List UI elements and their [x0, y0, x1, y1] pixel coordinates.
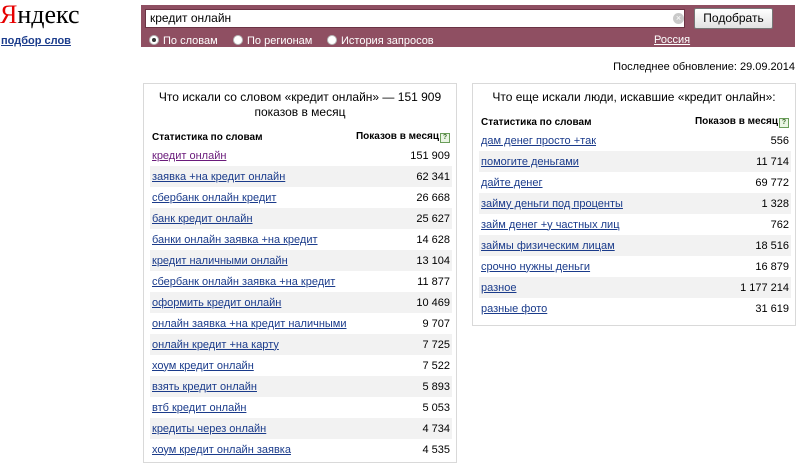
phrase-cell — [479, 151, 666, 172]
phrase-link[interactable]: взять кредит онлайн — [152, 380, 257, 393]
table-row — [150, 376, 452, 397]
count-cell: 556 — [770, 134, 789, 147]
phrase-cell — [150, 313, 352, 334]
phrase-link[interactable]: займу деньги под проценты — [481, 197, 623, 210]
help-icon[interactable]: ? — [779, 118, 789, 128]
count-cell: 9 707 — [422, 317, 450, 330]
phrase-link[interactable]: разное — [481, 281, 517, 294]
phrase-link[interactable]: помогите деньгами — [481, 155, 579, 168]
phrase-cell — [150, 208, 352, 229]
phrase-cell — [479, 298, 666, 319]
phrase-link[interactable]: хоум кредит онлайн — [152, 359, 254, 372]
phrase-cell — [150, 355, 352, 376]
phrase-link[interactable]: банк кредит онлайн — [152, 212, 253, 225]
count-cell: 1 177 214 — [666, 277, 791, 298]
phrase-link[interactable]: займы физическим лицам — [481, 239, 615, 252]
col-phrase-header: Статистика по словам — [152, 131, 263, 143]
phrase-cell — [479, 214, 666, 235]
count-cell: 7 725 — [352, 334, 452, 355]
radio-by-words[interactable] — [149, 35, 218, 47]
logo-rest: ндекс — [17, 0, 80, 29]
count-cell: 69 772 — [755, 176, 789, 189]
table-row — [150, 271, 452, 292]
yandex-logo[interactable] — [0, 0, 80, 30]
count-cell: 16 879 — [755, 260, 789, 273]
submit-button[interactable]: Подобрать — [694, 8, 773, 29]
phrase-link[interactable]: втб кредит онлайн — [152, 401, 247, 414]
phrase-cell — [150, 418, 352, 439]
table-row — [479, 235, 791, 256]
phrase-link[interactable]: сбербанк онлайн заявка +на кредит — [152, 275, 336, 288]
phrase-cell — [150, 187, 352, 208]
col-count-header — [352, 129, 452, 145]
phrase-cell — [479, 277, 666, 298]
phrase-cell — [150, 334, 352, 355]
last-updated: Последнее обновление: 29.09.2014 — [613, 61, 795, 73]
count-cell: 5 893 — [352, 376, 452, 397]
count-cell: 14 628 — [416, 233, 450, 246]
phrase-cell — [150, 376, 352, 397]
col-count-label: Показов в месяц — [694, 116, 778, 127]
phrase-link[interactable]: кредит наличными онлайн — [152, 254, 288, 267]
radio-dot — [149, 35, 159, 45]
wordstat-link[interactable]: подбор слов — [1, 35, 71, 47]
phrase-cell — [150, 250, 352, 271]
radio-by-regions[interactable] — [233, 35, 312, 47]
left-panel — [143, 83, 457, 463]
count-cell: 62 341 — [352, 166, 452, 187]
phrase-link[interactable]: сбербанк онлайн кредит — [152, 191, 277, 204]
phrase-link[interactable]: разные фото — [481, 302, 548, 315]
right-stats-table — [479, 114, 791, 319]
phrase-link[interactable]: оформить кредит онлайн — [152, 296, 282, 309]
table-row — [479, 151, 791, 172]
phrase-link[interactable]: заявка +на кредит онлайн — [152, 170, 286, 183]
phrase-link[interactable]: займ денег +у частных лиц — [481, 218, 620, 231]
count-cell: 7 522 — [422, 359, 450, 372]
count-cell: 18 516 — [666, 235, 791, 256]
phrase-cell — [150, 145, 352, 166]
table-row — [479, 256, 791, 277]
radio-dot — [327, 35, 337, 45]
phrase-cell — [479, 172, 666, 193]
col-count-label: Показов в месяц — [355, 131, 439, 142]
table-row — [479, 214, 791, 235]
col-phrase-header: Статистика по словам — [481, 116, 592, 128]
phrase-cell — [150, 271, 352, 292]
phrase-cell — [150, 229, 352, 250]
left-stats-table — [150, 129, 452, 460]
radio-label: По словам — [163, 35, 218, 47]
phrase-cell — [150, 439, 352, 460]
col-count-header — [666, 114, 791, 130]
count-cell: 762 — [770, 218, 789, 231]
phrase-cell — [150, 292, 352, 313]
table-row — [150, 418, 452, 439]
count-cell: 11 877 — [417, 275, 450, 288]
table-row — [479, 193, 791, 214]
phrase-link[interactable]: срочно нужны деньги — [481, 260, 591, 273]
phrase-link[interactable]: дайте денег — [481, 176, 543, 189]
table-row — [150, 439, 452, 460]
logo-first-letter: Я — [0, 0, 18, 29]
help-icon[interactable]: ? — [440, 133, 450, 143]
phrase-link[interactable]: кредиты через онлайн — [152, 422, 267, 435]
phrase-cell — [479, 235, 666, 256]
table-row — [479, 298, 791, 319]
table-row — [479, 130, 791, 151]
search-input[interactable]: кредит онлайн — [145, 9, 685, 28]
right-panel — [472, 83, 796, 326]
phrase-link[interactable]: дам денег просто +так — [481, 134, 597, 147]
count-cell: 151 909 — [410, 149, 450, 162]
phrase-link[interactable]: онлайн кредит +на карту — [152, 338, 279, 351]
table-row — [150, 313, 452, 334]
table-row — [150, 229, 452, 250]
count-cell: 4 734 — [352, 418, 452, 439]
radio-label: История запросов — [341, 35, 434, 47]
right-panel-title: Что еще искали люди, искавшие «кредит онлайн»: — [492, 90, 776, 104]
table-row — [150, 292, 452, 313]
search-bar — [141, 5, 795, 47]
count-cell: 26 668 — [416, 191, 450, 204]
phrase-link[interactable]: хоум кредит онлайн заявка — [152, 443, 291, 456]
count-cell: 11 714 — [666, 151, 791, 172]
count-cell: 10 469 — [352, 292, 452, 313]
count-cell: 1 328 — [666, 193, 791, 214]
count-cell: 4 535 — [422, 443, 450, 456]
radio-dot — [233, 35, 243, 45]
radio-history[interactable] — [327, 35, 434, 47]
count-cell: 13 104 — [352, 250, 452, 271]
region-link[interactable]: Россия — [654, 34, 691, 46]
table-row — [150, 355, 452, 376]
table-row — [150, 208, 452, 229]
table-row — [479, 277, 791, 298]
phrase-cell — [150, 166, 352, 187]
table-row — [150, 334, 452, 355]
phrase-cell — [479, 130, 666, 151]
phrase-cell — [150, 397, 352, 418]
phrase-link[interactable]: банки онлайн заявка +на кредит — [152, 233, 318, 246]
count-cell: 31 619 — [755, 302, 789, 315]
table-row — [479, 172, 791, 193]
table-row — [150, 187, 452, 208]
close-icon[interactable]: × — [673, 13, 684, 24]
phrase-cell — [479, 193, 666, 214]
count-cell: 5 053 — [422, 401, 450, 414]
phrase-cell — [479, 256, 666, 277]
table-row — [150, 397, 452, 418]
table-row — [150, 250, 452, 271]
table-row — [150, 145, 452, 166]
phrase-link[interactable]: онлайн заявка +на кредит наличными — [152, 317, 347, 330]
radio-label: По регионам — [247, 35, 313, 47]
phrase-link[interactable]: кредит онлайн — [152, 149, 227, 162]
table-row — [150, 166, 452, 187]
count-cell: 25 627 — [352, 208, 452, 229]
left-panel-title: Что искали со словом «кредит онлайн» — 151 909 показов в месяц — [158, 90, 442, 119]
